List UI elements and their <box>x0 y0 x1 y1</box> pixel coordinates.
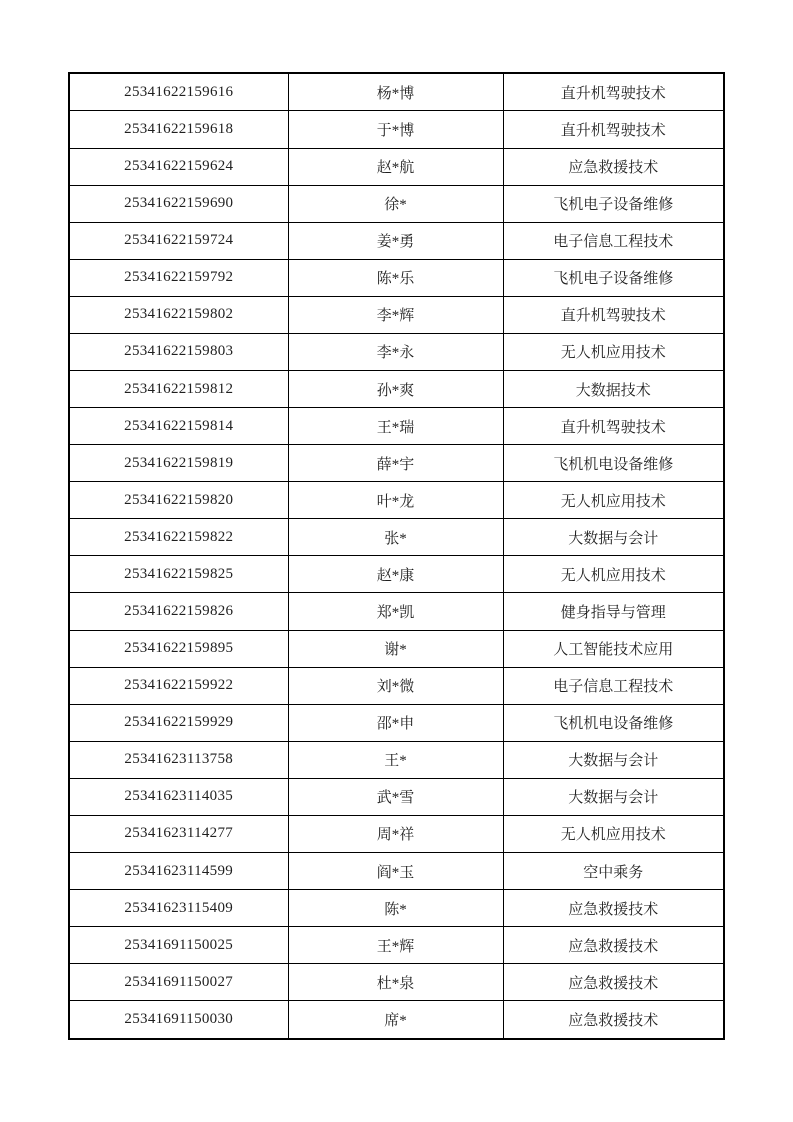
table-row <box>69 482 724 519</box>
table-row <box>69 815 724 852</box>
table-row <box>69 704 724 741</box>
admitted-major-cell: 直升机驾驶技术 <box>503 73 724 111</box>
candidate-name-cell: 李*辉 <box>288 296 503 333</box>
admitted-major-cell: 直升机驾驶技术 <box>503 111 724 148</box>
table-row <box>69 964 724 1001</box>
admitted-major-cell: 电子信息工程技术 <box>503 667 724 704</box>
candidate-name-cell: 于*博 <box>288 111 503 148</box>
candidate-id-cell: 25341691150025 <box>69 927 288 964</box>
candidate-name-cell: 郑*凯 <box>288 593 503 630</box>
admitted-major-cell: 大数据与会计 <box>503 519 724 556</box>
admitted-major-cell: 飞机机电设备维修 <box>503 445 724 482</box>
table-row <box>69 778 724 815</box>
candidate-id-cell: 25341622159825 <box>69 556 288 593</box>
candidate-name-cell: 赵*航 <box>288 148 503 185</box>
table-row <box>69 1001 724 1039</box>
table-row <box>69 519 724 556</box>
admitted-major-cell: 空中乘务 <box>503 852 724 889</box>
admitted-major-cell: 应急救援技术 <box>503 1001 724 1039</box>
candidate-id-cell: 25341623114599 <box>69 852 288 889</box>
candidate-name-cell: 王*瑞 <box>288 408 503 445</box>
table-row <box>69 927 724 964</box>
candidate-name-cell: 武*雪 <box>288 778 503 815</box>
admitted-major-cell: 应急救援技术 <box>503 148 724 185</box>
candidate-name-cell: 席* <box>288 1001 503 1039</box>
table-row <box>69 370 724 407</box>
table-row <box>69 73 724 111</box>
admitted-major-cell: 直升机驾驶技术 <box>503 408 724 445</box>
candidate-id-cell: 25341622159812 <box>69 370 288 407</box>
admitted-major-cell: 人工智能技术应用 <box>503 630 724 667</box>
candidate-id-cell: 25341622159929 <box>69 704 288 741</box>
admitted-major-cell: 应急救援技术 <box>503 890 724 927</box>
candidate-name-cell: 陈* <box>288 890 503 927</box>
admitted-major-cell: 健身指导与管理 <box>503 593 724 630</box>
admitted-major-cell: 大数据与会计 <box>503 741 724 778</box>
table-row <box>69 148 724 185</box>
table-row <box>69 890 724 927</box>
candidate-name-cell: 叶*龙 <box>288 482 503 519</box>
table-row <box>69 333 724 370</box>
table-row <box>69 259 724 296</box>
table-row <box>69 185 724 222</box>
candidate-name-cell: 陈*乐 <box>288 259 503 296</box>
candidate-name-cell: 周*祥 <box>288 815 503 852</box>
candidate-id-cell: 25341623114277 <box>69 815 288 852</box>
candidate-id-cell: 25341622159616 <box>69 73 288 111</box>
candidate-id-cell: 25341623114035 <box>69 778 288 815</box>
table-row <box>69 408 724 445</box>
candidate-id-cell: 25341623115409 <box>69 890 288 927</box>
table-row <box>69 222 724 259</box>
candidate-id-cell: 25341691150030 <box>69 1001 288 1039</box>
candidate-id-cell: 25341622159624 <box>69 148 288 185</box>
candidate-id-cell: 25341622159792 <box>69 259 288 296</box>
admitted-major-cell: 无人机应用技术 <box>503 556 724 593</box>
candidate-name-cell: 李*永 <box>288 333 503 370</box>
admitted-major-cell: 飞机电子设备维修 <box>503 185 724 222</box>
admitted-major-cell: 大数据技术 <box>503 370 724 407</box>
admitted-major-cell: 直升机驾驶技术 <box>503 296 724 333</box>
admitted-major-cell: 电子信息工程技术 <box>503 222 724 259</box>
table-row <box>69 741 724 778</box>
candidate-id-cell: 25341622159814 <box>69 408 288 445</box>
candidate-name-cell: 王* <box>288 741 503 778</box>
candidate-name-cell: 邵*申 <box>288 704 503 741</box>
candidate-id-cell: 25341622159922 <box>69 667 288 704</box>
candidate-id-cell: 25341622159826 <box>69 593 288 630</box>
candidate-name-cell: 杨*博 <box>288 73 503 111</box>
candidate-id-cell: 25341622159895 <box>69 630 288 667</box>
candidate-name-cell: 王*辉 <box>288 927 503 964</box>
candidate-name-cell: 孙*爽 <box>288 370 503 407</box>
admitted-major-cell: 无人机应用技术 <box>503 333 724 370</box>
table-row <box>69 111 724 148</box>
admitted-major-cell: 无人机应用技术 <box>503 482 724 519</box>
admitted-major-cell: 大数据与会计 <box>503 778 724 815</box>
candidate-name-cell: 赵*康 <box>288 556 503 593</box>
candidate-id-cell: 25341622159820 <box>69 482 288 519</box>
table-row <box>69 667 724 704</box>
candidate-id-cell: 25341623113758 <box>69 741 288 778</box>
candidate-name-cell: 张* <box>288 519 503 556</box>
table-row <box>69 630 724 667</box>
admitted-major-cell: 飞机机电设备维修 <box>503 704 724 741</box>
admitted-major-cell: 无人机应用技术 <box>503 815 724 852</box>
table-row <box>69 296 724 333</box>
admitted-major-cell: 飞机电子设备维修 <box>503 259 724 296</box>
candidate-id-cell: 25341622159724 <box>69 222 288 259</box>
admission-roster-table <box>68 72 725 1040</box>
candidate-id-cell: 25341622159690 <box>69 185 288 222</box>
admitted-major-cell: 应急救援技术 <box>503 964 724 1001</box>
candidate-name-cell: 姜*勇 <box>288 222 503 259</box>
admission-roster-body <box>69 73 724 1039</box>
candidate-id-cell: 25341622159819 <box>69 445 288 482</box>
candidate-name-cell: 徐* <box>288 185 503 222</box>
candidate-name-cell: 阎*玉 <box>288 852 503 889</box>
admitted-major-cell: 应急救援技术 <box>503 927 724 964</box>
table-row <box>69 556 724 593</box>
candidate-name-cell: 刘*微 <box>288 667 503 704</box>
candidate-id-cell: 25341622159802 <box>69 296 288 333</box>
candidate-id-cell: 25341622159822 <box>69 519 288 556</box>
candidate-name-cell: 杜*泉 <box>288 964 503 1001</box>
candidate-name-cell: 谢* <box>288 630 503 667</box>
candidate-id-cell: 25341691150027 <box>69 964 288 1001</box>
candidate-id-cell: 25341622159803 <box>69 333 288 370</box>
table-row <box>69 852 724 889</box>
candidate-name-cell: 薛*宇 <box>288 445 503 482</box>
table-row <box>69 593 724 630</box>
candidate-id-cell: 25341622159618 <box>69 111 288 148</box>
table-row <box>69 445 724 482</box>
